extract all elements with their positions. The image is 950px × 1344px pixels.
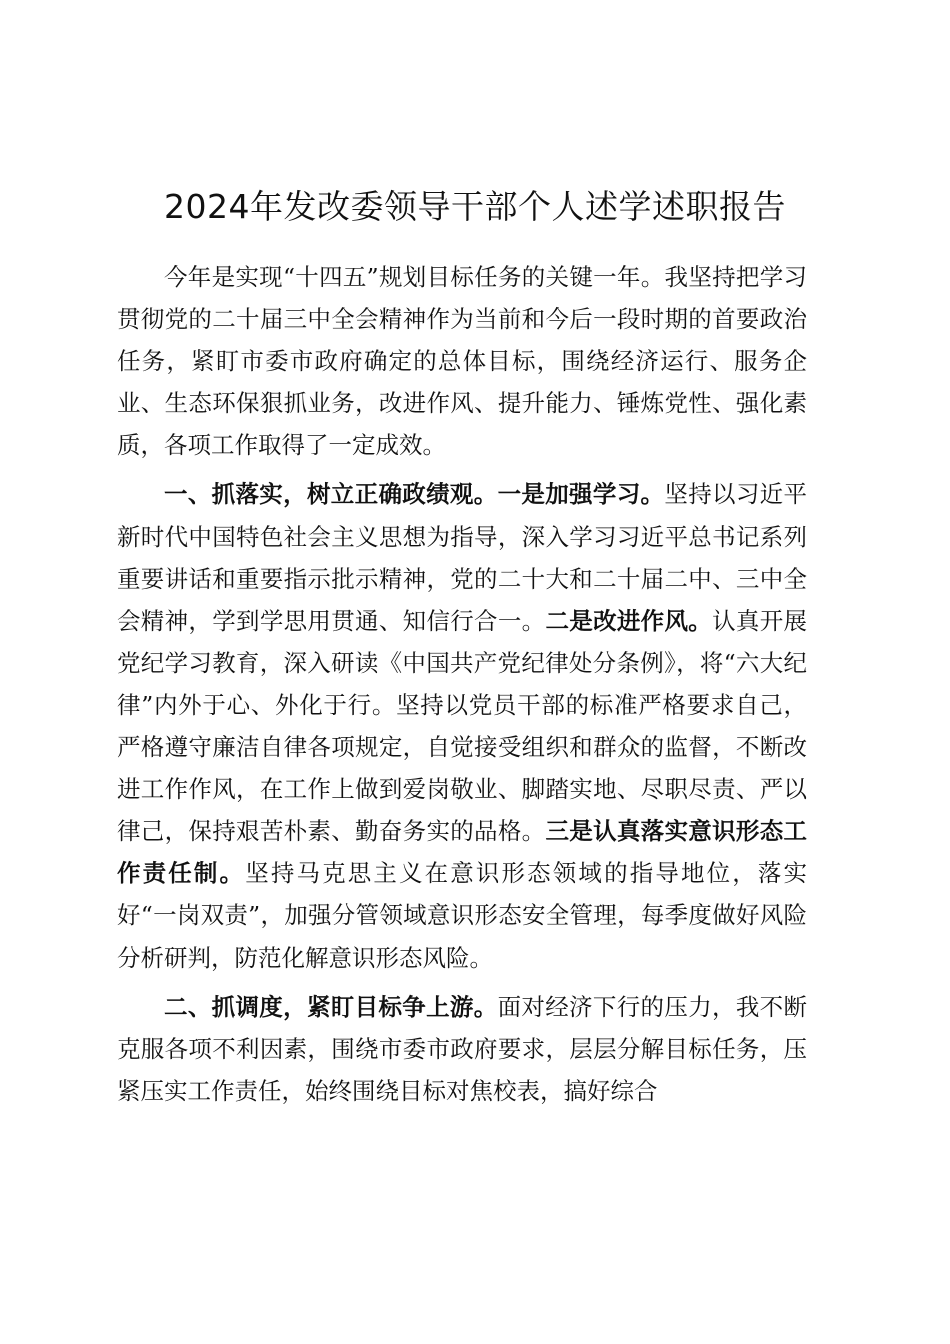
point-3-text: 坚持马克思主义在意识形态领域的指导地位，落实好“一岗双责”，加强分管领域意识形态安全管理，每季度做好风险分析研判，防范化解意识形态风险。 [117, 859, 808, 972]
section-2-paragraph [117, 986, 807, 1112]
document-title: 2024年发改委领导干部个人述学述职报告 [164, 187, 786, 226]
document-body [117, 256, 807, 1112]
point-3-label: 三是认真落实意识形态工作责任制。 [117, 817, 808, 888]
point-2-label: 二是改进作风。 [545, 606, 713, 635]
intro-paragraph: 今年是实现“十四五”规划目标任务的关键一年。我坚持把学习贯彻党的二十届三中全会精神作为当前和今后一段时期的首要政治任务，紧盯市委市政府确定的总体目标，围绕经济运行、服务企业、生态环保狠抓业务，改进作风、提升能力、锤炼党性、强化素质，各项工作取得了一定成效。 [117, 263, 807, 460]
section-1-heading: 一、抓落实，树立正确政绩观。 [164, 480, 498, 509]
section-1-paragraph [117, 473, 807, 978]
section-2-text: 面对经济下行的压力，我不断克服各项不利因素，围绕市委市政府要求，层层分解目标任务，压紧压实工作责任，始终围绕目标对焦校表，搞好综合 [117, 992, 808, 1105]
section-2-heading: 二、抓调度，紧盯目标争上游。 [164, 992, 498, 1021]
point-1-text: 坚持以习近平新时代中国特色社会主义思想为指导，深入学习习近平总书记系列重要讲话和重要指示批示精神，党的二十大和二十届二中、三中全会精神，学到学思用贯通、知信行合一。 [117, 480, 808, 635]
point-1-label: 一是加强学习。 [497, 480, 665, 509]
point-2-text: 认真开展党纪学习教育，深入研读《中国共产党纪律处分条例》，将“六大纪律”内外于心、外化于行。坚持以党员干部的标准严格要求自己，严格遵守廉洁自律各项规定，自觉接受组织和群众的监督，不断改进工作作风，在工作上做到爱岗敬业、脚踏实地、尽职尽责、严以律己，保持艰苦朴素、勤奋务实的品格。 [117, 606, 808, 846]
